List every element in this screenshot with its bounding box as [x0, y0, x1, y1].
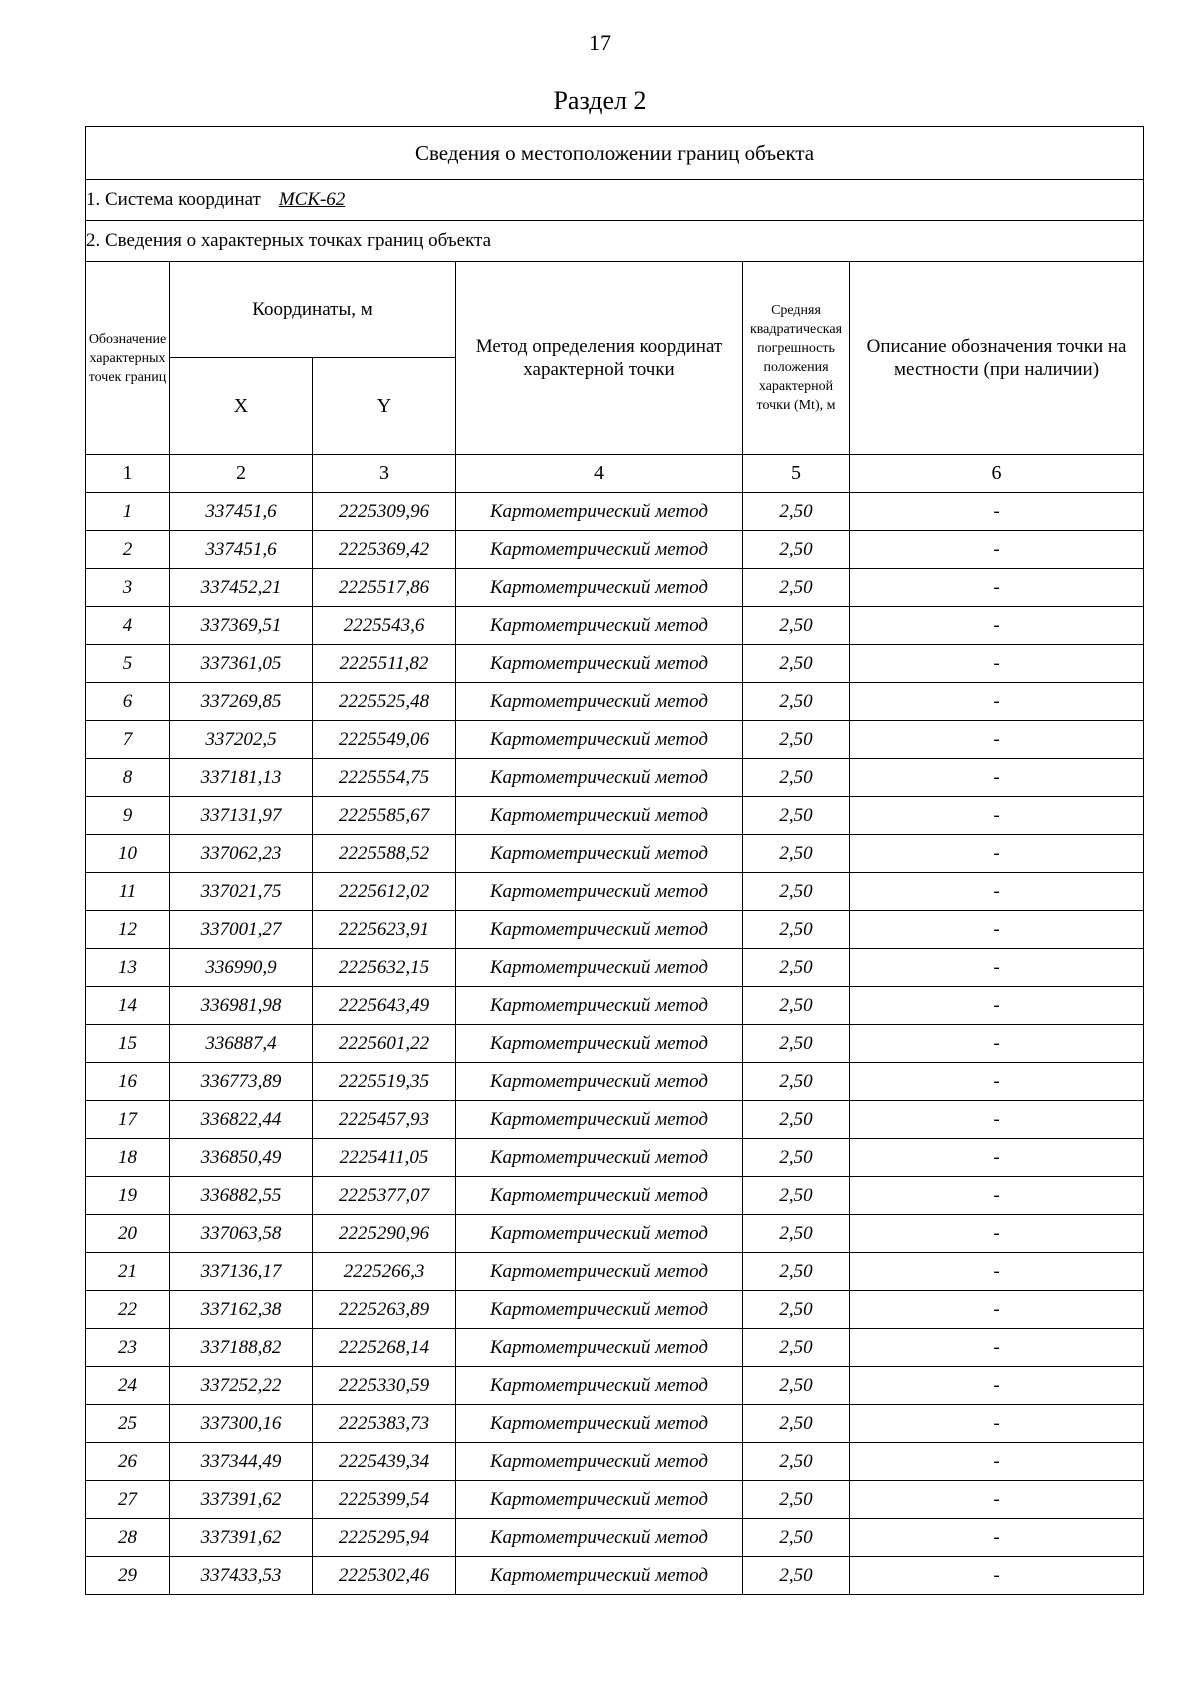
point-number-cell: 17	[86, 1101, 170, 1139]
column-number: 3	[313, 455, 456, 493]
x-coordinate-cell: 337021,75	[170, 873, 313, 911]
table-row	[86, 1025, 1144, 1063]
table-row	[86, 1177, 1144, 1215]
y-coordinate-cell: 2225295,94	[313, 1519, 456, 1557]
point-number-cell: 21	[86, 1253, 170, 1291]
section-title: Раздел 2	[553, 86, 647, 115]
table-row	[86, 835, 1144, 873]
description-cell: -	[850, 949, 1144, 987]
error-cell: 2,50	[743, 683, 850, 721]
header-coordinates: Координаты, м	[170, 262, 456, 358]
method-cell: Картометрический метод	[456, 645, 743, 683]
description-cell: -	[850, 493, 1144, 531]
y-coordinate-cell: 2225549,06	[313, 721, 456, 759]
method-cell: Картометрический метод	[456, 1025, 743, 1063]
description-cell: -	[850, 1291, 1144, 1329]
error-cell: 2,50	[743, 1139, 850, 1177]
x-coordinate-cell: 337452,21	[170, 569, 313, 607]
x-coordinate-cell: 337001,27	[170, 911, 313, 949]
error-cell: 2,50	[743, 1025, 850, 1063]
description-cell: -	[850, 1025, 1144, 1063]
table-row	[86, 1253, 1144, 1291]
table-row	[86, 1481, 1144, 1519]
x-coordinate-cell: 337300,16	[170, 1405, 313, 1443]
point-number-cell: 22	[86, 1291, 170, 1329]
y-coordinate-cell: 2225330,59	[313, 1367, 456, 1405]
table-row	[86, 1215, 1144, 1253]
error-cell: 2,50	[743, 1291, 850, 1329]
description-cell: -	[850, 569, 1144, 607]
method-cell: Картометрический метод	[456, 531, 743, 569]
point-number-cell: 13	[86, 949, 170, 987]
x-coordinate-cell: 336981,98	[170, 987, 313, 1025]
error-cell: 2,50	[743, 1443, 850, 1481]
error-cell: 2,50	[743, 911, 850, 949]
coord-system-row	[86, 180, 1144, 221]
error-cell: 2,50	[743, 949, 850, 987]
error-cell: 2,50	[743, 835, 850, 873]
x-coordinate-cell: 337369,51	[170, 607, 313, 645]
description-cell: -	[850, 645, 1144, 683]
point-number-cell: 6	[86, 683, 170, 721]
method-cell: Картометрический метод	[456, 683, 743, 721]
error-cell: 2,50	[743, 645, 850, 683]
description-cell: -	[850, 1557, 1144, 1595]
table-row	[86, 1063, 1144, 1101]
x-coordinate-cell: 337451,6	[170, 531, 313, 569]
description-cell: -	[850, 987, 1144, 1025]
point-number-cell: 10	[86, 835, 170, 873]
table-row	[86, 683, 1144, 721]
y-coordinate-cell: 2225309,96	[313, 493, 456, 531]
boundary-points-table	[85, 126, 1144, 1595]
x-coordinate-cell: 337269,85	[170, 683, 313, 721]
point-number-cell: 5	[86, 645, 170, 683]
table-row	[86, 873, 1144, 911]
y-coordinate-cell: 2225377,07	[313, 1177, 456, 1215]
y-coordinate-cell: 2225601,22	[313, 1025, 456, 1063]
description-cell: -	[850, 1405, 1144, 1443]
y-coordinate-cell: 2225643,49	[313, 987, 456, 1025]
y-coordinate-cell: 2225543,6	[313, 607, 456, 645]
table-row	[86, 721, 1144, 759]
table-row	[86, 1101, 1144, 1139]
error-cell: 2,50	[743, 1101, 850, 1139]
description-cell: -	[850, 1177, 1144, 1215]
y-coordinate-cell: 2225588,52	[313, 835, 456, 873]
header-description: Описание обозначения точки на местности (при наличии)	[850, 262, 1144, 455]
error-cell: 2,50	[743, 873, 850, 911]
description-cell: -	[850, 835, 1144, 873]
y-coordinate-cell: 2225290,96	[313, 1215, 456, 1253]
error-cell: 2,50	[743, 797, 850, 835]
table-row	[86, 493, 1144, 531]
x-coordinate-cell: 337136,17	[170, 1253, 313, 1291]
x-coordinate-cell: 337181,13	[170, 759, 313, 797]
error-cell: 2,50	[743, 721, 850, 759]
y-coordinate-cell: 2225302,46	[313, 1557, 456, 1595]
x-coordinate-cell: 337391,62	[170, 1481, 313, 1519]
error-cell: 2,50	[743, 987, 850, 1025]
column-number: 5	[743, 455, 850, 493]
column-number: 4	[456, 455, 743, 493]
table-row	[86, 759, 1144, 797]
method-cell: Картометрический метод	[456, 797, 743, 835]
point-number-cell: 14	[86, 987, 170, 1025]
y-coordinate-cell: 2225632,15	[313, 949, 456, 987]
error-cell: 2,50	[743, 607, 850, 645]
x-coordinate-cell: 337202,5	[170, 721, 313, 759]
method-cell: Картометрический метод	[456, 493, 743, 531]
error-cell: 2,50	[743, 493, 850, 531]
error-cell: 2,50	[743, 759, 850, 797]
x-coordinate-cell: 337361,05	[170, 645, 313, 683]
y-coordinate-cell: 2225369,42	[313, 531, 456, 569]
point-number-cell: 23	[86, 1329, 170, 1367]
table-row	[86, 569, 1144, 607]
description-cell: -	[850, 683, 1144, 721]
table-row	[86, 949, 1144, 987]
y-coordinate-cell: 2225263,89	[313, 1291, 456, 1329]
header-x: X	[170, 358, 313, 455]
table-row	[86, 1443, 1144, 1481]
method-cell: Картометрический метод	[456, 721, 743, 759]
description-cell: -	[850, 1519, 1144, 1557]
table-row	[86, 987, 1144, 1025]
header-method: Метод определения координат характерной точки	[456, 262, 743, 455]
x-coordinate-cell: 337344,49	[170, 1443, 313, 1481]
table-row	[86, 607, 1144, 645]
method-cell: Картометрический метод	[456, 1557, 743, 1595]
description-cell: -	[850, 797, 1144, 835]
error-cell: 2,50	[743, 1405, 850, 1443]
method-cell: Картометрический метод	[456, 873, 743, 911]
description-cell: -	[850, 1367, 1144, 1405]
header-point-designation: Обозначение характерных точек границ	[86, 262, 170, 455]
error-cell: 2,50	[743, 1063, 850, 1101]
x-coordinate-cell: 336990,9	[170, 949, 313, 987]
method-cell: Картометрический метод	[456, 1443, 743, 1481]
table-body	[86, 493, 1144, 1595]
table-row	[86, 1291, 1144, 1329]
description-cell: -	[850, 721, 1144, 759]
method-cell: Картометрический метод	[456, 1367, 743, 1405]
error-cell: 2,50	[743, 531, 850, 569]
method-cell: Картометрический метод	[456, 987, 743, 1025]
point-number-cell: 18	[86, 1139, 170, 1177]
table-row	[86, 1405, 1144, 1443]
description-cell: -	[850, 531, 1144, 569]
method-cell: Картометрический метод	[456, 569, 743, 607]
point-number-cell: 1	[86, 493, 170, 531]
description-cell: -	[850, 1063, 1144, 1101]
description-cell: -	[850, 1101, 1144, 1139]
x-coordinate-cell: 336850,49	[170, 1139, 313, 1177]
method-cell: Картометрический метод	[456, 1063, 743, 1101]
y-coordinate-cell: 2225268,14	[313, 1329, 456, 1367]
table-row	[86, 911, 1144, 949]
x-coordinate-cell: 337062,23	[170, 835, 313, 873]
method-cell: Картометрический метод	[456, 1253, 743, 1291]
point-number-cell: 15	[86, 1025, 170, 1063]
point-number-cell: 7	[86, 721, 170, 759]
error-cell: 2,50	[743, 1215, 850, 1253]
error-cell: 2,50	[743, 569, 850, 607]
point-number-cell: 19	[86, 1177, 170, 1215]
table-row	[86, 531, 1144, 569]
coord-system-label: 1. Система координат	[86, 189, 261, 210]
header-error: Средняя квадратическая погрешность положения характерной точки (Mt), м	[743, 262, 850, 455]
error-cell: 2,50	[743, 1367, 850, 1405]
x-coordinate-cell: 336887,4	[170, 1025, 313, 1063]
point-number-cell: 11	[86, 873, 170, 911]
y-coordinate-cell: 2225623,91	[313, 911, 456, 949]
x-coordinate-cell: 337451,6	[170, 493, 313, 531]
y-coordinate-cell: 2225585,67	[313, 797, 456, 835]
y-coordinate-cell: 2225525,48	[313, 683, 456, 721]
y-coordinate-cell: 2225399,54	[313, 1481, 456, 1519]
y-coordinate-cell: 2225411,05	[313, 1139, 456, 1177]
table-row	[86, 1139, 1144, 1177]
method-cell: Картометрический метод	[456, 835, 743, 873]
description-cell: -	[850, 1481, 1144, 1519]
point-number-cell: 20	[86, 1215, 170, 1253]
points-caption: 2. Сведения о характерных точках границ объекта	[86, 221, 1144, 262]
description-cell: -	[850, 911, 1144, 949]
method-cell: Картометрический метод	[456, 1519, 743, 1557]
point-number-cell: 16	[86, 1063, 170, 1101]
method-cell: Картометрический метод	[456, 607, 743, 645]
method-cell: Картометрический метод	[456, 1405, 743, 1443]
y-coordinate-cell: 2225519,35	[313, 1063, 456, 1101]
point-number-cell: 27	[86, 1481, 170, 1519]
table-row	[86, 1329, 1144, 1367]
column-number: 6	[850, 455, 1144, 493]
y-coordinate-cell: 2225517,86	[313, 569, 456, 607]
y-coordinate-cell: 2225266,3	[313, 1253, 456, 1291]
x-coordinate-cell: 336822,44	[170, 1101, 313, 1139]
description-cell: -	[850, 1329, 1144, 1367]
point-number-cell: 29	[86, 1557, 170, 1595]
x-coordinate-cell: 337063,58	[170, 1215, 313, 1253]
x-coordinate-cell: 337162,38	[170, 1291, 313, 1329]
method-cell: Картометрический метод	[456, 1101, 743, 1139]
y-coordinate-cell: 2225457,93	[313, 1101, 456, 1139]
coord-system-value: МСК-62	[278, 189, 346, 210]
table-title: Сведения о местоположении границ объекта	[86, 127, 1144, 180]
method-cell: Картометрический метод	[456, 1215, 743, 1253]
table-row	[86, 645, 1144, 683]
error-cell: 2,50	[743, 1329, 850, 1367]
method-cell: Картометрический метод	[456, 911, 743, 949]
point-number-cell: 9	[86, 797, 170, 835]
x-coordinate-cell: 337188,82	[170, 1329, 313, 1367]
page-number: 17	[589, 30, 611, 55]
point-number-cell: 24	[86, 1367, 170, 1405]
method-cell: Картометрический метод	[456, 1139, 743, 1177]
x-coordinate-cell: 337433,53	[170, 1557, 313, 1595]
error-cell: 2,50	[743, 1177, 850, 1215]
point-number-cell: 3	[86, 569, 170, 607]
error-cell: 2,50	[743, 1481, 850, 1519]
x-coordinate-cell: 337391,62	[170, 1519, 313, 1557]
description-cell: -	[850, 759, 1144, 797]
x-coordinate-cell: 336773,89	[170, 1063, 313, 1101]
method-cell: Картометрический метод	[456, 759, 743, 797]
point-number-cell: 12	[86, 911, 170, 949]
point-number-cell: 26	[86, 1443, 170, 1481]
description-cell: -	[850, 1253, 1144, 1291]
table-row	[86, 797, 1144, 835]
method-cell: Картометрический метод	[456, 949, 743, 987]
table-row	[86, 1367, 1144, 1405]
x-coordinate-cell: 337252,22	[170, 1367, 313, 1405]
method-cell: Картометрический метод	[456, 1329, 743, 1367]
table-row	[86, 1519, 1144, 1557]
description-cell: -	[850, 873, 1144, 911]
y-coordinate-cell: 2225612,02	[313, 873, 456, 911]
y-coordinate-cell: 2225439,34	[313, 1443, 456, 1481]
method-cell: Картометрический метод	[456, 1177, 743, 1215]
column-number: 1	[86, 455, 170, 493]
error-cell: 2,50	[743, 1519, 850, 1557]
column-number: 2	[170, 455, 313, 493]
description-cell: -	[850, 1139, 1144, 1177]
x-coordinate-cell: 336882,55	[170, 1177, 313, 1215]
error-cell: 2,50	[743, 1557, 850, 1595]
y-coordinate-cell: 2225511,82	[313, 645, 456, 683]
description-cell: -	[850, 1215, 1144, 1253]
point-number-cell: 28	[86, 1519, 170, 1557]
header-y: Y	[313, 358, 456, 455]
method-cell: Картометрический метод	[456, 1291, 743, 1329]
error-cell: 2,50	[743, 1253, 850, 1291]
description-cell: -	[850, 607, 1144, 645]
point-number-cell: 8	[86, 759, 170, 797]
method-cell: Картометрический метод	[456, 1481, 743, 1519]
table-row	[86, 1557, 1144, 1595]
point-number-cell: 4	[86, 607, 170, 645]
description-cell: -	[850, 1443, 1144, 1481]
x-coordinate-cell: 337131,97	[170, 797, 313, 835]
point-number-cell: 2	[86, 531, 170, 569]
y-coordinate-cell: 2225383,73	[313, 1405, 456, 1443]
y-coordinate-cell: 2225554,75	[313, 759, 456, 797]
point-number-cell: 25	[86, 1405, 170, 1443]
